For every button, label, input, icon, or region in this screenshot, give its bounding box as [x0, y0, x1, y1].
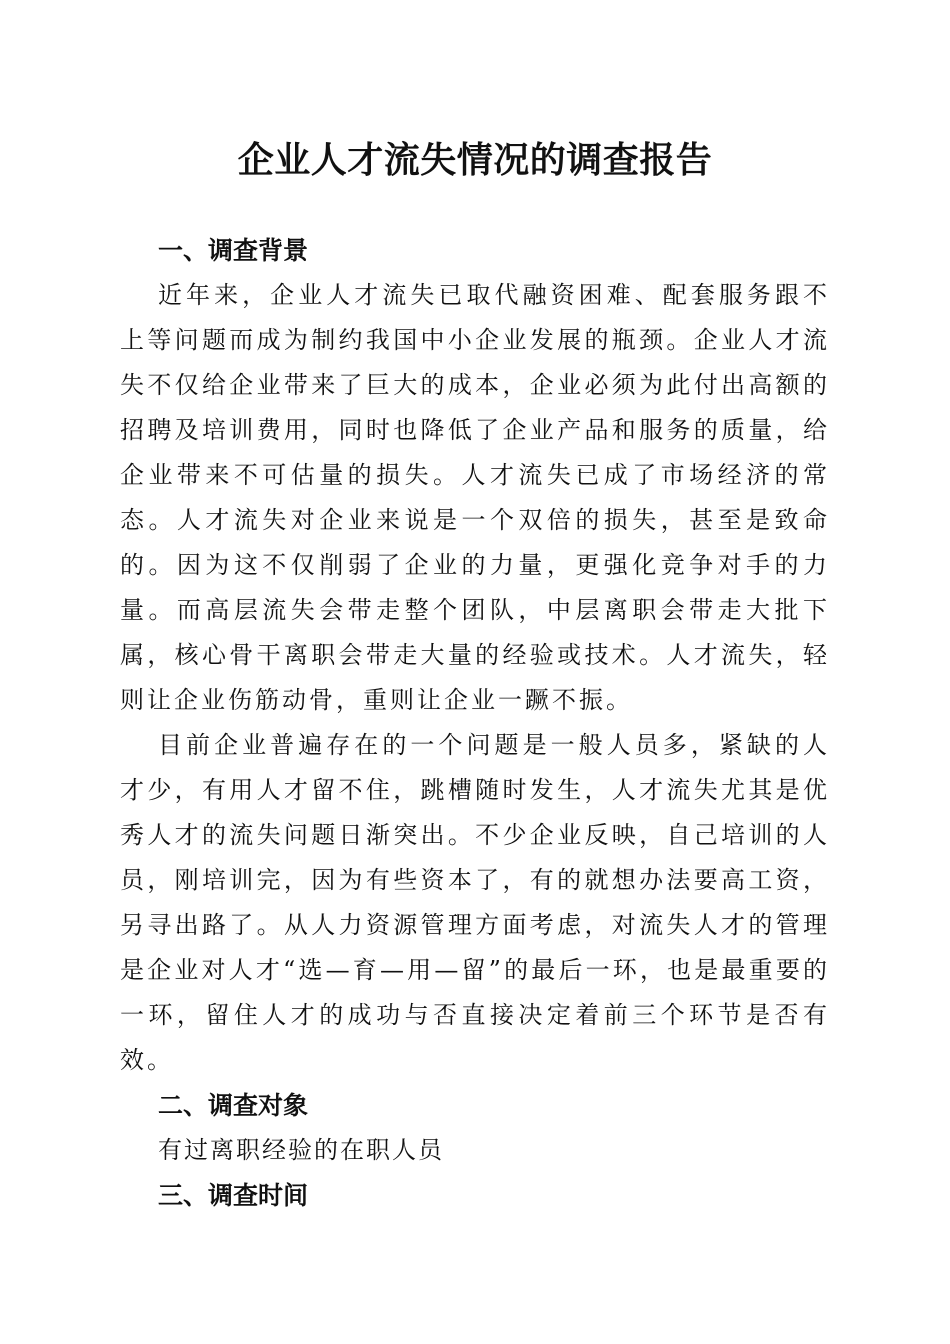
- document-body: [120, 228, 830, 1218]
- section-heading-background: 一、调查背景: [158, 236, 309, 265]
- section-heading-time: 三、调查时间: [158, 1181, 309, 1210]
- section-heading-subject: 二、调查对象: [158, 1091, 309, 1120]
- document-title: 企业人才流失情况的调查报告: [237, 139, 713, 181]
- background-paragraph-1: 近年来，企业人才流失已取代融资困难、配套服务跟不上等问题而成为制约我国中小企业发展的瓶颈。企业人才流失不仅给企业带来了巨大的成本，企业必须为此付出高额的招聘及培训费用，同时也降低了企业产品和服务的质量，给企业带来不可估量的损失。人才流失已成了市场经济的常态。人才流失对企业来说是一个双倍的损失，甚至是致命的。因为这不仅削弱了企业的力量，更强化竞争对手的力量。而高层流失会带走整个团队，中层离职会带走大批下属，核心骨干离职会带走大量的经验或技术。人才流失，轻则让企业伤筋动骨，重则让企业一蹶不振。: [120, 281, 830, 714]
- background-paragraph-2: 目前企业普遍存在的一个问题是一般人员多，紧缺的人才少，有用人才留不住，跳槽随时发生，人才流失尤其是优秀人才的流失问题日渐突出。不少企业反映，自己培训的人员，刚培训完，因为有些资本了，有的就想办法要高工资，另寻出路了。从人力资源管理方面考虑，对流失人才的管理是企业对人才“选—育—用—留”的最后一环，也是最重要的一环，留住人才的成功与否直接决定着前三个环节是否有效。: [120, 731, 830, 1074]
- subject-text: 有过离职经验的在职人员: [158, 1136, 444, 1164]
